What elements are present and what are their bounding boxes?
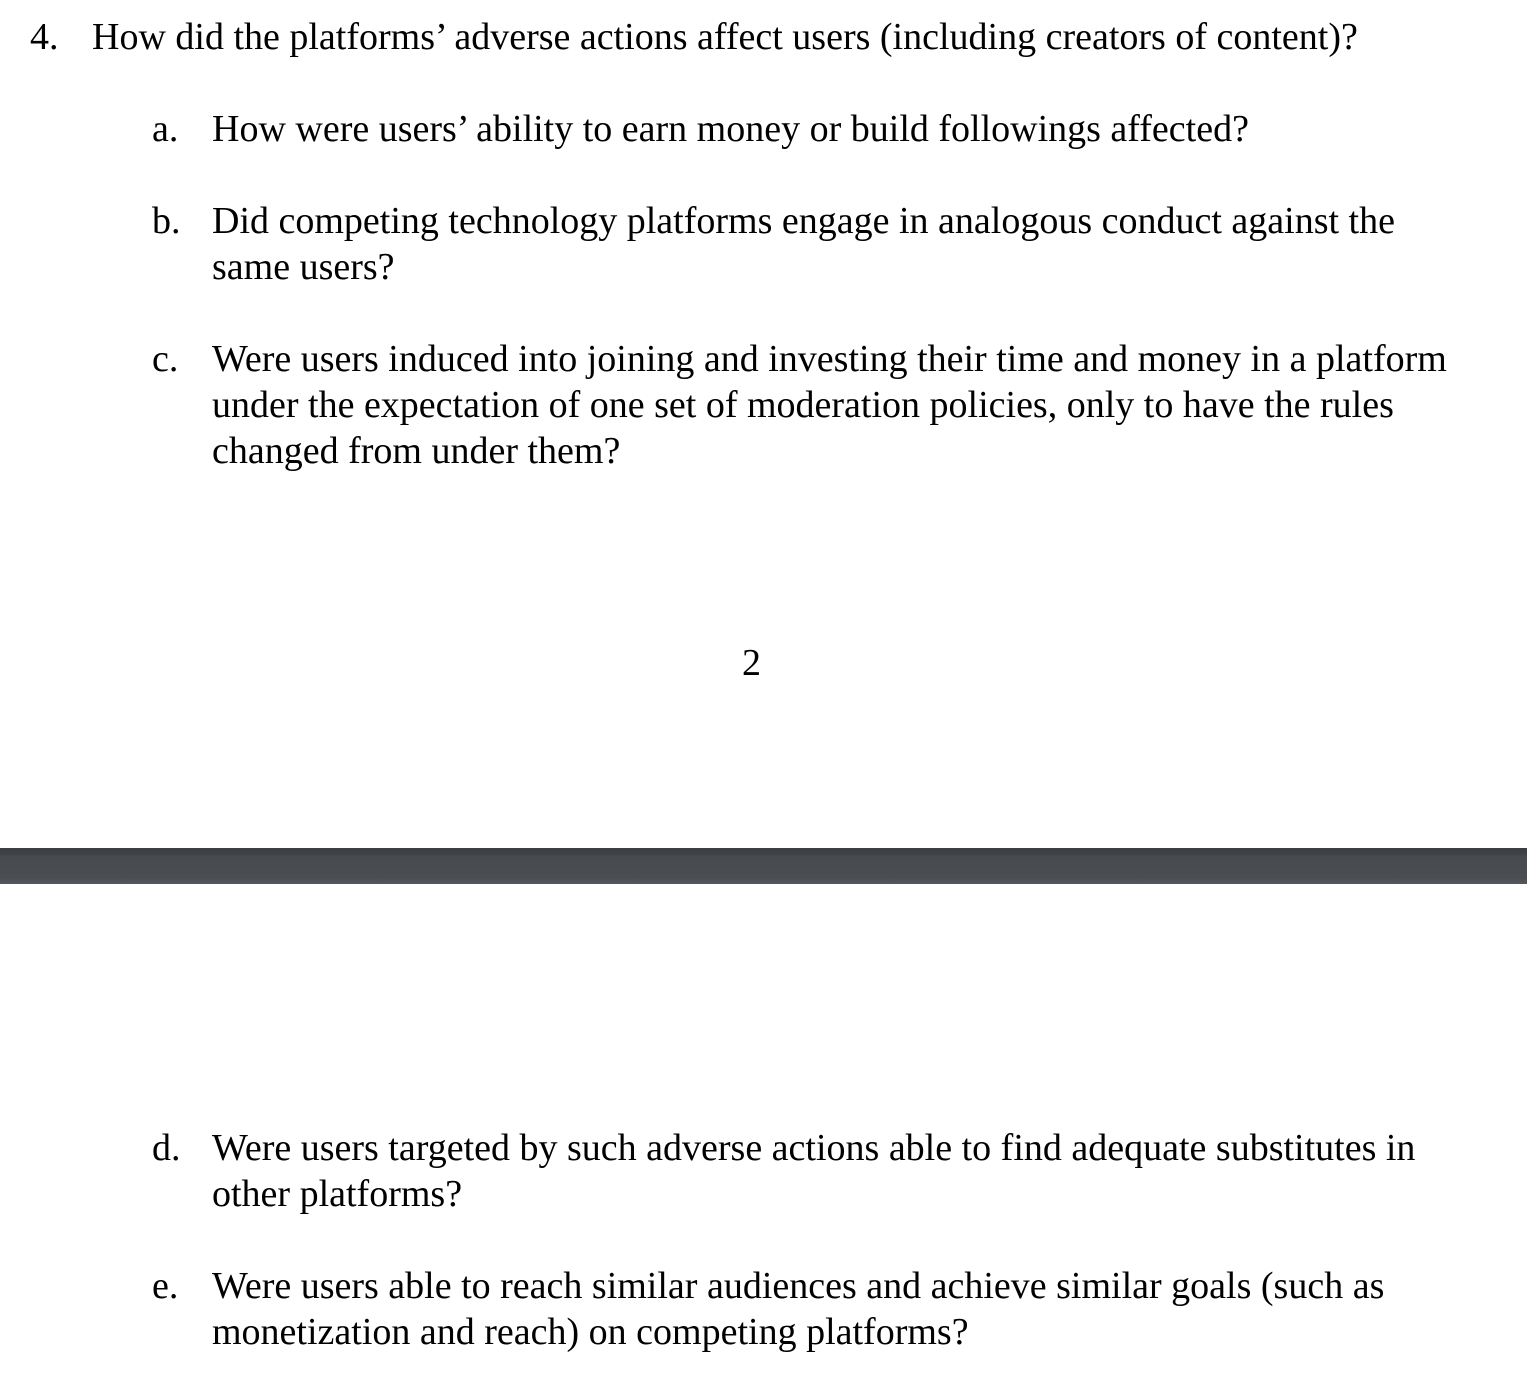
sub-question-line: under the expectation of one set of moderation policies, only to have the rules bbox=[212, 384, 1394, 426]
sub-question-line: same users? bbox=[212, 246, 395, 288]
sub-question-letter: e. bbox=[152, 1265, 179, 1307]
page-number: 2 bbox=[742, 642, 761, 684]
question-number: 4. bbox=[30, 16, 59, 58]
sub-question-e bbox=[152, 1263, 1384, 1355]
sub-question-letter: d. bbox=[152, 1127, 181, 1169]
sub-question-line: changed from under them? bbox=[212, 430, 621, 472]
sub-question-d bbox=[152, 1125, 1415, 1217]
sub-question-c bbox=[152, 336, 1447, 474]
question-4 bbox=[30, 14, 1358, 60]
sub-question-letter: c. bbox=[152, 338, 179, 380]
sub-question-letter: a. bbox=[152, 108, 179, 150]
sub-question-line: Did competing technology platforms engage in analogous conduct against the bbox=[212, 200, 1395, 242]
sub-question-b bbox=[152, 198, 1395, 290]
question-text: How did the platforms’ adverse actions affect users (including creators of content)? bbox=[92, 16, 1358, 58]
sub-question-line: How were users’ ability to earn money or build followings affected? bbox=[212, 108, 1249, 150]
sub-question-line: Were users targeted by such adverse actions able to find adequate substitutes in bbox=[212, 1127, 1416, 1169]
page-separator bbox=[0, 848, 1527, 884]
sub-question-line: Were users able to reach similar audiences and achieve similar goals (such as bbox=[212, 1265, 1385, 1307]
sub-question-a bbox=[152, 106, 1249, 152]
sub-question-letter: b. bbox=[152, 200, 181, 242]
sub-question-line: Were users induced into joining and investing their time and money in a platform bbox=[212, 338, 1447, 380]
document-page-3 bbox=[0, 884, 1527, 1373]
sub-question-line: other platforms? bbox=[212, 1173, 463, 1215]
sub-question-line: monetization and reach) on competing platforms? bbox=[212, 1311, 969, 1353]
